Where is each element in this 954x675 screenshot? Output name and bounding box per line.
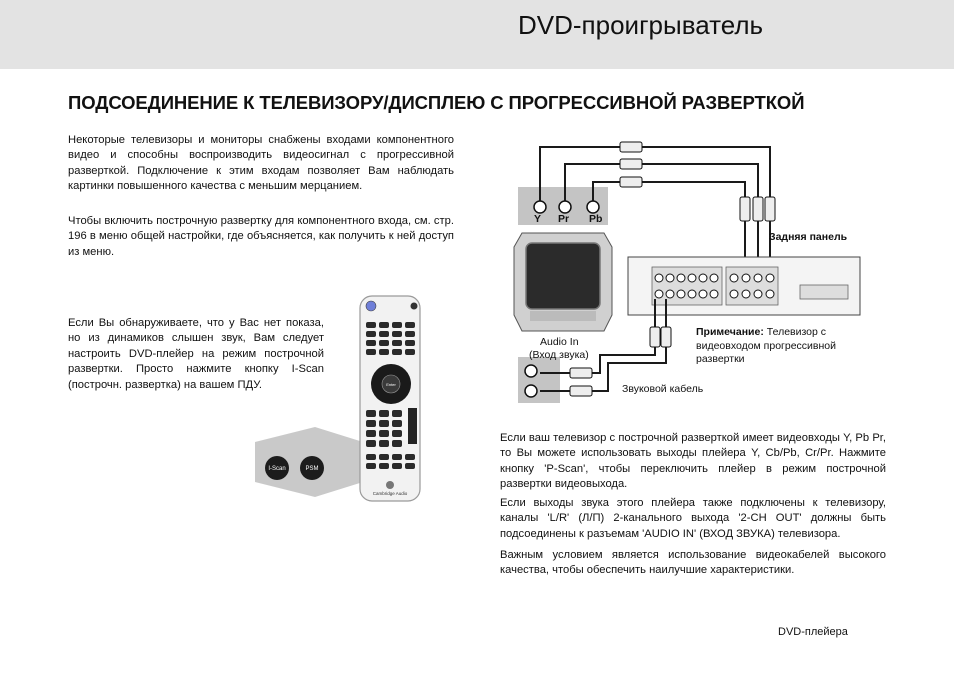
note-text: Телевизор с видеовходом прогрессивной развертки [696, 326, 836, 365]
plug-pr-icon [620, 159, 642, 169]
remote-button-icon [379, 410, 389, 417]
remote-button-icon [405, 340, 415, 346]
audio-in-label: Audio In [540, 336, 579, 348]
left-paragraph-3: Если Вы обнаруживаете, что у Вас нет показа, но из динамиков слышен звук, Вам следует настроить DVD-плейер на режим построчной развертки. Просто нажмите кнопку I-Scan (построчн. развертка) на вашем ПДУ. [68, 317, 324, 391]
audio-plug-l-icon [650, 327, 660, 347]
plug-pr-rear-icon [753, 197, 763, 221]
rear-audio-jack-icon [655, 274, 663, 282]
tv-input-label-pr: Pr [558, 213, 570, 225]
rear-audio-jack-icon [677, 274, 685, 282]
cable-pb [593, 182, 745, 205]
iscan-label: I-Scan [268, 466, 286, 472]
remote-button-icon [366, 420, 376, 427]
remote-eject-icon [411, 303, 418, 310]
remote-button-icon [366, 340, 376, 346]
audio-cable-label: Звуковой кабель [622, 383, 704, 395]
diagram-note [696, 326, 861, 367]
remote-button-icon [379, 430, 389, 437]
rear-video-jack-icon [766, 290, 774, 298]
remote-button-icon [392, 454, 402, 460]
remote-button-icon [366, 322, 376, 328]
remote-button-icon [366, 331, 376, 337]
header-band [0, 0, 954, 69]
note-label: Примечание: [696, 326, 764, 338]
rear-audio-jack-icon [655, 290, 663, 298]
rear-audio-jack-icon [677, 290, 685, 298]
remote-button-icon [405, 331, 415, 337]
audio-in-jack-l-icon [525, 365, 537, 377]
remote-button-icon [392, 340, 402, 346]
audio-plug-tv-l-icon [570, 368, 592, 378]
rear-video-jack-icon [742, 274, 750, 282]
rear-audio-jack-icon [699, 274, 707, 282]
remote-button-icon [379, 322, 389, 328]
remote-button-icon [392, 420, 402, 427]
plug-y-icon [620, 142, 642, 152]
enter-label: Enter [386, 382, 396, 387]
left-paragraph-2: Чтобы включить построчную развертку для компонентного входа, см. стр. 196 в меню общей настройки, где объясняется, как получить к ней доступ из меню. [68, 215, 454, 258]
rear-audio-jack-icon [666, 274, 674, 282]
tv-input-label-pb: Pb [589, 213, 603, 225]
remote-button-icon [366, 440, 376, 447]
rear-video-jack-icon [754, 274, 762, 282]
right-paragraph-2: Если выходы звука этого плейера также подключены к телевизору, каналы 'L/R' (Л/П) 2-канального выхода '2-CH OUT' должны быть подсоединены к разъемам 'AUDIO IN' (ВХОД ЗВУКА) телевизора. [500, 497, 886, 540]
remote-button-icon [379, 440, 389, 447]
rear-audio-jack-icon [710, 290, 718, 298]
rear-audio-jack-icon [699, 290, 707, 298]
remote-button-icon [379, 349, 389, 355]
right-paragraph-3: Важным условием является использование видеокабелей высокого качества, чтобы обеспечить наилучшие характеристики. [500, 549, 886, 577]
remote-button-icon [392, 331, 402, 337]
left-paragraph-1: Некоторые телевизоры и мониторы снабжены входами компонентного видео и способны воспроизводить видеосигнал с прогрессивной разверткой. Подключение к этим входам позволяет Вам наблюдать картинки повышенного качества с меньшим мерцанием. [68, 134, 454, 193]
remote-button-icon [379, 454, 389, 460]
psm-label: PSM [305, 466, 319, 472]
tv-jack-pb-icon [587, 201, 599, 213]
remote-button-icon [405, 463, 415, 469]
remote-illustration [255, 292, 425, 504]
audio-plug-r-icon [661, 327, 671, 347]
plug-pb-rear-icon [740, 197, 750, 221]
remote-power-icon [366, 301, 376, 311]
connection-diagram [500, 135, 870, 410]
rear-video-jack-icon [754, 290, 762, 298]
right-paragraph-1: Если ваш телевизор с построчной разверткой имеет видеовходы Y, Pb Pr, то Вы можете использовать выходы плейера Y, Cb/Pb, Cr/Pr. Нажмите кнопку 'P-Scan', чтобы переключить плейер в режим построчной развертки видеовыхода. [500, 432, 886, 491]
remote-button-icon [405, 454, 415, 460]
tv-screen-icon [526, 243, 600, 309]
audio-in-sublabel: (Вход звука) [529, 349, 589, 361]
remote-button-icon [379, 340, 389, 346]
rear-video-jack-icon [730, 274, 738, 282]
remote-button-icon [366, 463, 376, 469]
audio-in-plate [518, 357, 560, 403]
tv-jack-y-icon [534, 201, 546, 213]
remote-button-icon [366, 454, 376, 460]
remote-button-icon [392, 440, 402, 447]
section-title: ПОДСОЕДИНЕНИЕ К ТЕЛЕВИЗОРУ/ДИСПЛЕЮ С ПРОГРЕССИВНОЙ РАЗВЕРТКОЙ [68, 92, 805, 113]
remote-button-icon [379, 463, 389, 469]
rear-panel-label: Задняя панель [769, 231, 848, 243]
brand-logo-icon [386, 481, 394, 489]
rear-video-jack-icon [742, 290, 750, 298]
page-header-title: DVD-проигрыватель [518, 10, 764, 40]
remote-button-icon [405, 322, 415, 328]
rear-audio-jack-icon [666, 290, 674, 298]
remote-button-icon [366, 349, 376, 355]
remote-button-icon [405, 349, 415, 355]
audio-plug-tv-r-icon [570, 386, 592, 396]
plug-pb-icon [620, 177, 642, 187]
volume-rocker-icon [408, 408, 417, 444]
remote-button-icon [366, 430, 376, 437]
audio-in-jack-r-icon [525, 385, 537, 397]
rear-audio-jack-icon [688, 290, 696, 298]
remote-button-icon [379, 420, 389, 427]
remote-button-icon [392, 463, 402, 469]
remote-button-icon [392, 322, 402, 328]
plug-y-rear-icon [765, 197, 775, 221]
remote-brand-label: Cambridge Audio [372, 491, 408, 496]
tv-jack-pr-icon [559, 201, 571, 213]
rear-scart-icon [800, 285, 848, 299]
rear-video-block [726, 267, 778, 305]
rear-audio-jack-icon [688, 274, 696, 282]
remote-button-icon [392, 410, 402, 417]
remote-button-icon [366, 410, 376, 417]
rear-audio-jack-icon [710, 274, 718, 282]
page-footer: DVD-плейера [778, 626, 848, 638]
remote-button-icon [392, 349, 402, 355]
tv-base-icon [530, 311, 596, 321]
remote-button-icon [379, 331, 389, 337]
rear-video-jack-icon [730, 290, 738, 298]
rear-video-jack-icon [766, 274, 774, 282]
remote-button-icon [392, 430, 402, 437]
rear-audio-block [652, 267, 722, 305]
tv-input-label-y: Y [534, 213, 542, 225]
